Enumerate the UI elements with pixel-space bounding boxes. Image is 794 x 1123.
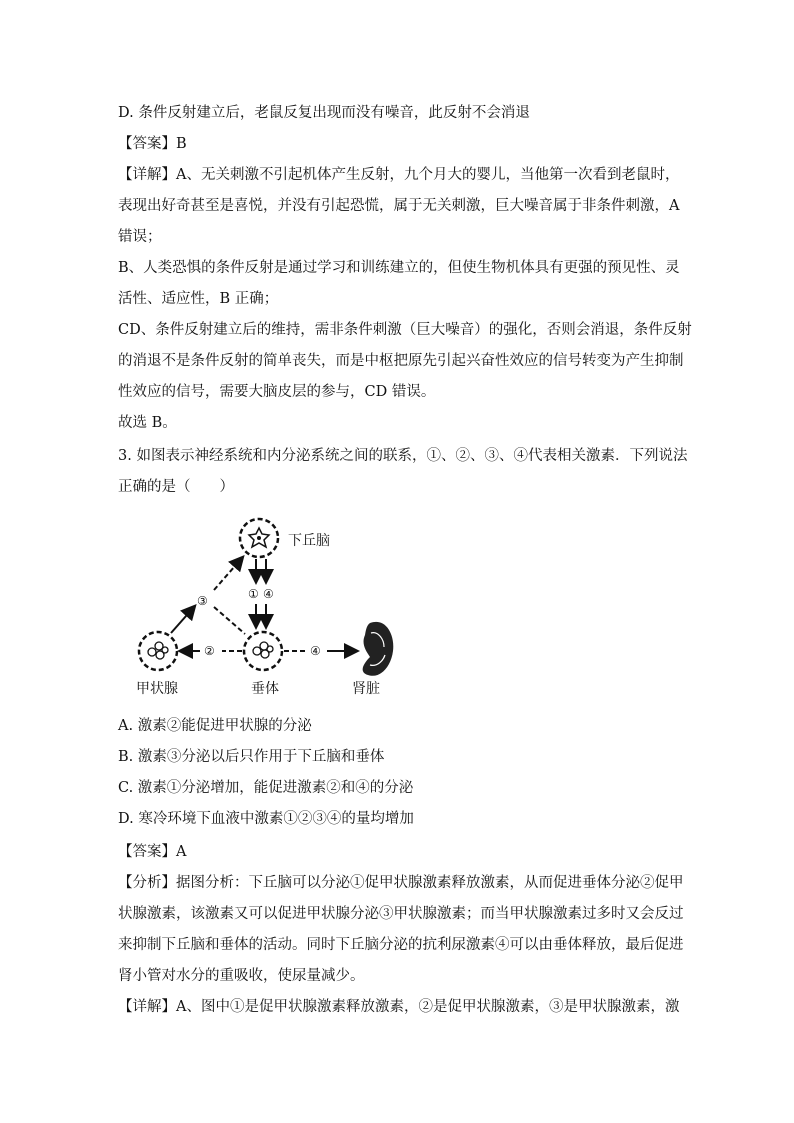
answer-line: 【答案】A	[118, 844, 187, 860]
explanation-line: 【详解】A、图中①是促甲状腺激素释放激素，②是促甲状腺激素，③是甲状腺激素，激	[118, 999, 680, 1015]
hormone-diagram	[118, 505, 418, 705]
text-line: 错误；	[118, 229, 162, 245]
analysis-line: 【分析】据图分析：下丘脑可以分泌①促甲状腺激素释放激素，从而促进垂体分泌②促甲	[118, 875, 684, 891]
kidney-icon	[363, 622, 394, 676]
option-a: A. 激素②能促进甲状腺的分泌	[118, 718, 312, 734]
text-line: 性效应的信号，需要大脑皮层的参与，CD 错误。	[118, 384, 436, 400]
analysis-line: 来抑制下丘脑和垂体的活动。同时下丘脑分泌的抗利尿激素④可以由垂体释放，最后促进	[118, 937, 684, 953]
hormone-3-label: ③	[197, 594, 208, 608]
analysis-line: 肾小管对水分的重吸收，使尿量减少。	[118, 968, 365, 984]
text-line: 的消退不是条件反射的简单丧失，而是中枢把原先引起兴奋性效应的信号转变为产生抑制	[118, 353, 684, 369]
pituitary-node	[244, 632, 282, 670]
hormone-1-label: ①	[248, 587, 259, 601]
hypothalamus-label: 下丘脑	[288, 533, 330, 549]
option-b: B. 激素③分泌以后只作用于下丘脑和垂体	[118, 749, 385, 765]
text-line: 【答案】B	[118, 136, 187, 152]
text-line: 【详解】A、无关刺激不引起机体产生反射，九个月大的婴儿，当他第一次看到老鼠时，	[118, 167, 680, 183]
text-line: 表现出好奇甚至是喜悦，并没有引起恐慌，属于无关刺激，巨大噪音属于非条件刺激，A	[118, 198, 680, 214]
neuron-icon	[249, 528, 269, 547]
option-d: D. 寒冷环境下血液中激素①②③④的量均增加	[118, 811, 414, 827]
question-stem: 正确的是（ ）	[118, 479, 234, 495]
text-line: B、人类恐惧的条件反射是通过学习和训练建立的，但使生物机体具有更强的预见性、灵	[118, 260, 680, 276]
thyroid-node	[139, 632, 177, 670]
analysis-line: 状腺激素，该激素又可以促进甲状腺分泌③甲状腺激素；而当甲状腺激素过多时又会反过	[118, 906, 684, 922]
hormone-4-to-kidney-label: ④	[310, 644, 321, 658]
option-c: C. 激素①分泌增加，能促进激素②和④的分泌	[118, 780, 414, 796]
text-line: CD、条件反射建立后的维持，需非条件刺激（巨大噪音）的强化，否则会消退，条件反射	[118, 322, 692, 338]
text-line: 活性、适应性，B 正确；	[118, 291, 279, 307]
kidney-label: 肾脏	[352, 681, 380, 697]
thyroid-label: 甲状腺	[136, 681, 178, 697]
hormone-2-label: ②	[204, 644, 215, 658]
text-line: D. 条件反射建立后，老鼠反复出现而没有噪音，此反射不会消退	[118, 105, 530, 121]
cell-cluster-icon	[253, 642, 273, 658]
cell-cluster-icon	[148, 642, 168, 659]
hormone-4-label: ④	[263, 587, 274, 601]
question-stem: 3. 如图表示神经系统和内分泌系统之间的联系，①、②、③、④代表相关激素．下列说法	[118, 448, 688, 464]
text-line: 故选 B。	[118, 415, 177, 431]
hypothalamus-node	[240, 519, 278, 557]
pituitary-label: 垂体	[251, 681, 279, 697]
